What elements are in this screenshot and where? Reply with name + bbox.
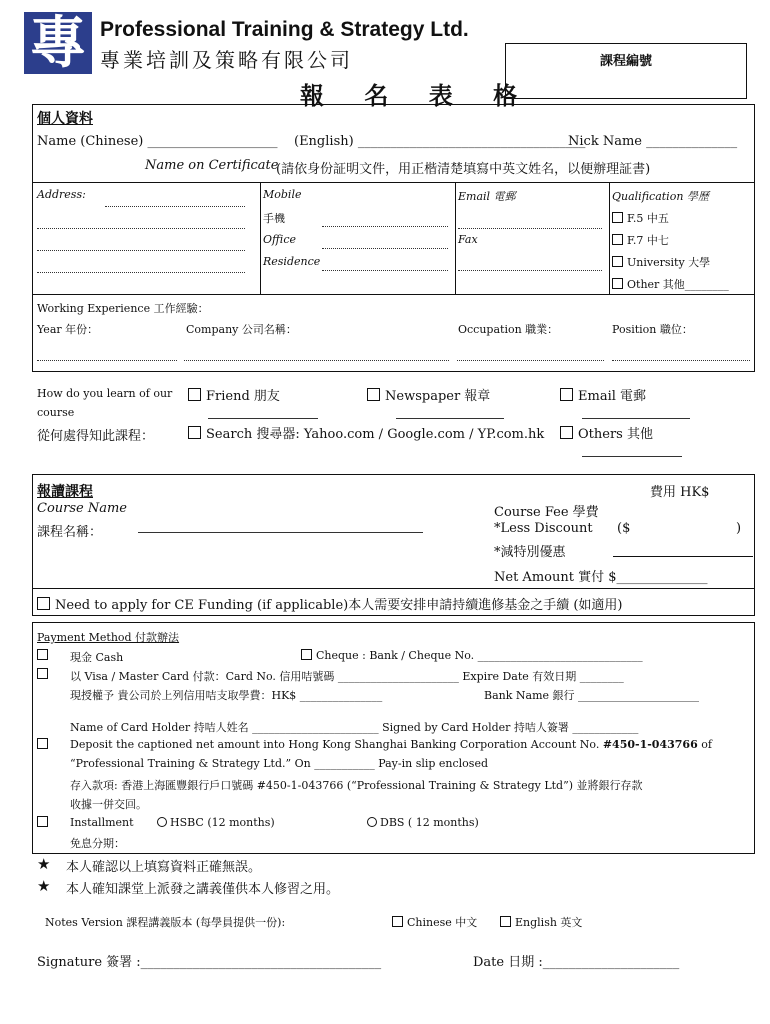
name-chinese-field[interactable]: Name (Chinese) ____________________	[37, 134, 278, 149]
learn-option-friend[interactable]: Friend 朋友	[188, 385, 280, 404]
personal-section-title: 個人資料	[37, 111, 93, 127]
course-name-label: Course Name	[37, 501, 128, 516]
checkbox[interactable]	[500, 916, 511, 927]
company-name-en: Professional Training & Strategy Ltd.	[100, 18, 469, 41]
checkbox[interactable]	[612, 234, 623, 245]
mobile-label-zh: 手機	[263, 212, 285, 225]
qualification-option[interactable]: University 大學	[612, 254, 710, 270]
fee-label: 費用 HK$	[650, 485, 710, 500]
checkbox[interactable]	[37, 597, 50, 610]
residence-label: Residence	[263, 255, 321, 268]
others-line[interactable]	[582, 456, 682, 457]
checkbox[interactable]	[560, 388, 573, 401]
address-line[interactable]	[37, 250, 245, 251]
qualification-option[interactable]: F.7 中七	[612, 232, 669, 248]
company-line[interactable]	[184, 360, 449, 361]
confirm-line-2: 本人確知課堂上派發之講義僅供本人修習之用。	[66, 882, 340, 897]
discount-paren-open: ($	[617, 521, 631, 536]
star-icon: ★	[37, 855, 51, 873]
qualification-option[interactable]: F.5 中五	[612, 210, 669, 226]
working-experience-label: Working Experience 工作經驗：	[37, 302, 209, 315]
occupation-label: Occupation 職業：	[458, 323, 559, 336]
learn-option-others[interactable]: Others 其他	[560, 423, 653, 442]
deposit-line-2[interactable]: “Professional Training & Strategy Ltd.” On ___________ Pay-in slip enclosed	[70, 757, 488, 770]
confirm-line-1: 本人確認以上填寫資料正確無誤。	[66, 860, 262, 875]
deposit-line-3: 存入款項: 香港上海匯豐銀行戶口號碼 #450-1-043766 (“Professional Training & Strategy Ltd”) 並將銀行存款	[70, 779, 643, 792]
radio[interactable]	[157, 817, 167, 827]
checkbox[interactable]	[37, 649, 48, 660]
course-section-title: 報讀課程	[37, 484, 93, 500]
less-discount-label: *Less Discount	[494, 521, 593, 536]
ce-funding-option[interactable]: Need to apply for CE Funding (if applicable)本人需要安排申請持續進修基金之手續 (如適用)	[37, 594, 623, 613]
course-code-label: 課程編號	[599, 54, 652, 69]
newspaper-line[interactable]	[396, 418, 504, 419]
payment-deposit-option[interactable]	[37, 738, 52, 751]
cheque-option[interactable]: Cheque : Bank / Cheque No. ______________________________	[301, 649, 643, 662]
grid-line	[455, 182, 456, 294]
course-name-zh-label: 課程名稱：	[37, 525, 103, 540]
radio[interactable]	[367, 817, 377, 827]
checkbox[interactable]	[612, 278, 623, 289]
grid-line	[609, 182, 610, 294]
checkbox[interactable]	[612, 256, 623, 267]
payment-card-option[interactable]	[37, 668, 52, 681]
fax-label: Fax	[458, 233, 478, 246]
grid-line	[260, 182, 261, 294]
learn-option-email[interactable]: Email 電郵	[560, 385, 646, 404]
card-authorization-field[interactable]: 現授權予 貴公司於上列信用咭支取學費：HK$ _______________	[70, 689, 383, 702]
learn-question-en: How do you learn of our	[37, 387, 173, 400]
email-learn-line[interactable]	[582, 418, 690, 419]
checkbox[interactable]	[188, 388, 201, 401]
checkbox[interactable]	[392, 916, 403, 927]
notes-english-option[interactable]: English 英文	[500, 914, 582, 930]
address-line[interactable]	[37, 228, 245, 229]
qualification-label: Qualification 學歷	[612, 190, 709, 203]
name-on-certificate-label: Name on Certificate	[145, 158, 279, 173]
qualification-option[interactable]: Other 其他________	[612, 276, 729, 292]
discount-paren-close: )	[736, 521, 742, 536]
net-amount-field[interactable]: Net Amount 實付 $______________	[494, 570, 708, 585]
company-logo: 專	[24, 12, 92, 74]
address-line[interactable]	[37, 272, 245, 273]
checkbox[interactable]	[37, 816, 48, 827]
company-name-zh: 專業培訓及策略有限公司	[100, 48, 353, 72]
signature-field[interactable]: Signature 簽署 :_____________________________________	[37, 955, 382, 970]
grid-line	[32, 294, 754, 295]
address-line[interactable]	[105, 206, 245, 207]
address-label: Address:	[37, 188, 86, 201]
special-discount-label: *減特別優惠	[494, 545, 566, 560]
checkbox[interactable]	[301, 649, 312, 660]
fax-line[interactable]	[458, 270, 602, 271]
learn-question-zh: 從何處得知此課程：	[37, 429, 155, 444]
friend-line[interactable]	[208, 418, 318, 419]
hsbc-option[interactable]: HSBC (12 months)	[157, 816, 275, 829]
course-name-line[interactable]	[138, 532, 423, 533]
deposit-line-1: Deposit the captioned net amount into Hong Kong Shanghai Banking Corporation Account No. #450-1-043766 of	[70, 738, 712, 751]
card-holder-field[interactable]: Name of Card Holder 持咭人姓名 _______________________ Signed by Card Holder 持咭人簽署 ____________	[70, 721, 639, 734]
nick-name-field[interactable]: Nick Name ______________	[568, 134, 738, 149]
office-label: Office	[263, 233, 296, 246]
notes-version-label: Notes Version 課程講義版本 (每學員提供一份):	[45, 916, 286, 929]
bank-name-field[interactable]: Bank Name 銀行 ______________________	[484, 689, 700, 702]
course-code-box[interactable]	[505, 43, 747, 99]
date-field[interactable]: Date 日期 :_____________________	[473, 955, 680, 970]
special-discount-line[interactable]	[613, 556, 753, 557]
name-cert-note: (請依身份証明文件，用正楷清楚填寫中英文姓名，以便辦理証書)	[276, 162, 651, 177]
learn-option-search[interactable]: Search 搜尋器: Yahoo.com / Google.com / YP.com.hk	[188, 423, 544, 442]
dbs-option[interactable]: DBS ( 12 months)	[367, 816, 479, 829]
checkbox[interactable]	[612, 212, 623, 223]
position-line[interactable]	[612, 360, 750, 361]
checkbox[interactable]	[560, 426, 573, 439]
interest-free-label: 免息分期：	[70, 837, 125, 850]
position-label: Position 職位：	[612, 323, 693, 336]
installment-label: Installment	[70, 816, 134, 829]
occupation-line[interactable]	[457, 360, 604, 361]
checkbox[interactable]	[37, 738, 48, 749]
residence-line[interactable]	[322, 270, 448, 271]
learn-question-en2: course	[37, 406, 75, 419]
net-amount-line	[32, 588, 754, 589]
year-line[interactable]	[37, 360, 177, 361]
checkbox[interactable]	[37, 668, 48, 679]
course-fee-label: Course Fee 學費	[494, 505, 599, 520]
card-number-field[interactable]: 以 Visa / Master Card 付款：Card No. 信用咭號碼 ______________________ Expire Date 有效日期 ________	[70, 670, 624, 683]
learn-option-newspaper[interactable]: Newspaper 報章	[367, 385, 490, 404]
payment-installment-option[interactable]	[37, 816, 52, 829]
notes-chinese-option[interactable]: Chinese 中文	[392, 914, 477, 930]
office-line[interactable]	[322, 248, 448, 249]
name-english-field[interactable]: (English) ___________________________________	[294, 134, 586, 149]
payment-cash-option[interactable]	[37, 649, 52, 662]
email-line[interactable]	[458, 228, 602, 229]
company-label: Company 公司名稱：	[186, 323, 297, 336]
form-title: 報 名 表 格	[300, 81, 534, 110]
checkbox[interactable]	[367, 388, 380, 401]
cash-label: 現金 Cash	[70, 651, 124, 664]
year-label: Year 年份：	[37, 323, 99, 336]
email-label: Email 電郵	[458, 190, 516, 203]
payment-method-title: Payment Method 付款辦法	[37, 631, 180, 644]
checkbox[interactable]	[188, 426, 201, 439]
star-icon: ★	[37, 877, 51, 895]
mobile-line[interactable]	[322, 226, 448, 227]
grid-line	[32, 182, 754, 183]
deposit-line-4: 收據一併交回。	[70, 798, 147, 811]
mobile-label: Mobile	[263, 188, 302, 201]
